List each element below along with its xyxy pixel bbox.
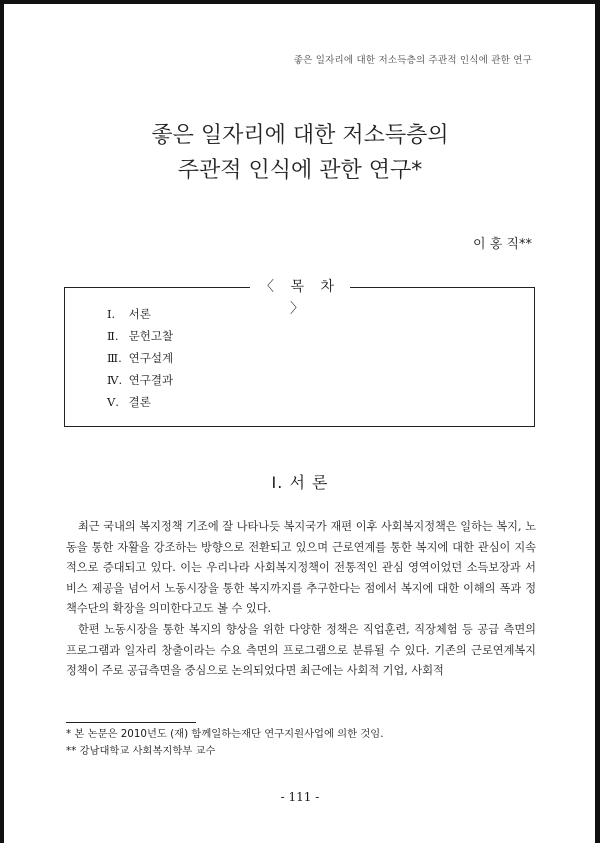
section-heading: Ⅰ. 서 론 (271, 473, 329, 492)
paragraph: 한편 노동시장을 통한 복지의 향상을 위한 다양한 정책은 직업훈련, 직장체험 등 공급 측면의 프로그램과 일자리 창출이라는 수요 측면의 프로그램으로 분류될 수 있다. 기존의 근로연계복지정책이 주로 공급측면을 중심으로 논의되었다면 최근에는 사회적 기업, 사회적 (66, 622, 536, 678)
toc-list (107, 303, 173, 413)
toc-item (107, 347, 173, 369)
toc-item-label: 문헌고찰 (128, 329, 174, 343)
footnote: ** 강남대학교 사회복지학부 교수 (66, 745, 216, 757)
footnote: * 본 논문은 2010년도 (재) 함께일하는재단 연구지원사업에 의한 것임. (66, 728, 384, 740)
toc-item-number: Ⅳ. (107, 373, 123, 387)
author-name: 이 홍 직** (473, 237, 532, 252)
toc-item (107, 369, 173, 391)
toc-item-number: Ⅱ. (107, 329, 119, 343)
footnote-divider (66, 722, 196, 723)
toc-item-label: 서론 (128, 307, 151, 321)
title-line-1: 좋은 일자리에 대한 저소득층의 (151, 123, 449, 148)
page-number: - 111 - (280, 790, 320, 804)
running-header: 좋은 일자리에 대한 저소득층의 주관적 인식에 관한 연구 (293, 55, 532, 66)
toc-item (107, 303, 173, 325)
toc-item-label: 연구설계 (128, 351, 174, 365)
footnotes (66, 726, 384, 760)
title-line-2: 주관적 인식에 관한 연구* (177, 158, 423, 183)
toc-item-number: Ⅴ. (107, 395, 119, 409)
body-text (66, 517, 536, 682)
toc-item-number: Ⅰ. (107, 307, 116, 321)
toc-item-label: 결론 (128, 395, 151, 409)
paragraph: 최근 국내의 복지정책 기조에 잘 나타나듯 복지국가 재편 이후 사회복지정책은 일하는 복지, 노동을 통한 자활을 강조하는 방향으로 전환되고 있으며 근로연계를 통한 복지에 대한 관심이 지속적으로 증대되고 있다. 이는 우리나라 사회복지정책이 전통적인 관심 영역이었던 소득보장과 서비스 제공을 넘어서 노동시장을 통한 복지까지를 추구한다는 점에서 복지에 대한 이해의 폭과 정책수단의 확장을 의미한다고도 볼 수 있다. (66, 520, 536, 616)
toc-item-label: 연구결과 (128, 373, 174, 387)
toc-item (107, 325, 173, 347)
toc-item (107, 391, 173, 413)
toc-heading: 〈 목 차 〉 (250, 276, 350, 320)
scan-border-top (0, 0, 600, 4)
toc-item-number: Ⅲ. (107, 351, 122, 365)
paper-title (0, 118, 600, 188)
